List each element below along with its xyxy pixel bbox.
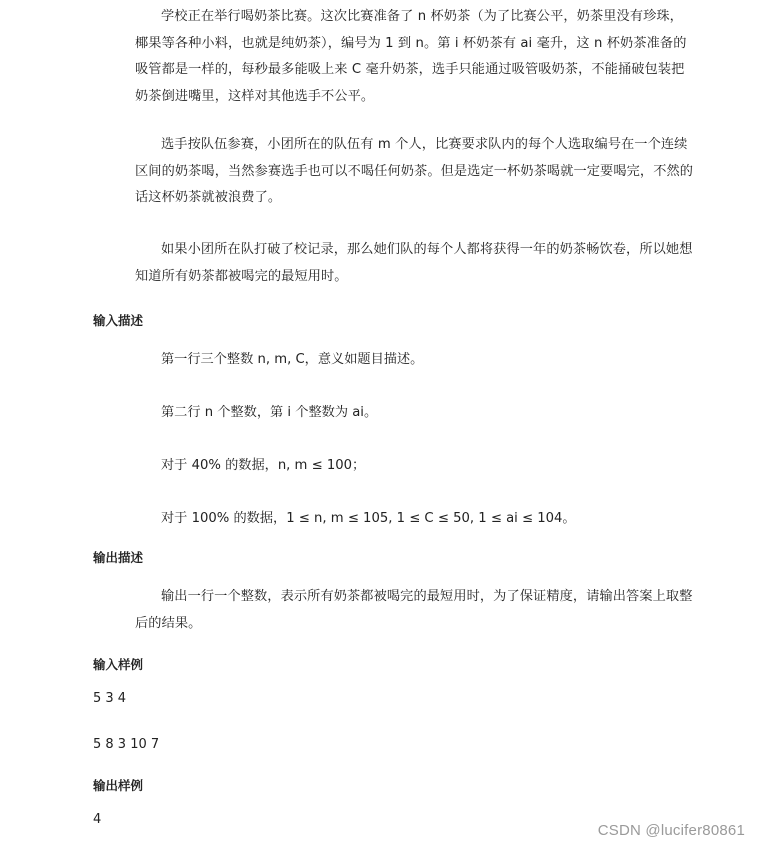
problem-paragraph-3 bbox=[135, 237, 705, 290]
output-sample-line: 4 bbox=[93, 812, 102, 827]
input-sample-line: 5 8 3 10 7 bbox=[93, 737, 160, 752]
input-description-line: 对于 100% 的数据，1 ≤ n, m ≤ 105, 1 ≤ C ≤ 50, 1 ≤ ai ≤ 104。 bbox=[161, 511, 576, 526]
text-line: 话这杯奶茶就被浪费了。 bbox=[135, 190, 282, 205]
problem-paragraph-2 bbox=[135, 132, 705, 212]
text-line: 学校正在举行喝奶茶比赛。这次比赛准备了 n 杯奶茶（为了比赛公平，奶茶里没有珍珠， bbox=[161, 9, 683, 24]
input-description-line: 第一行三个整数 n, m, C，意义如题目描述。 bbox=[161, 352, 424, 367]
text-line: 奶茶倒进嘴里，这样对其他选手不公平。 bbox=[135, 88, 375, 104]
text-line: 区间的奶茶喝，当然参赛选手也可以不喝任何奶茶。但是选定一杯奶茶喝就一定要喝完，不然的 bbox=[135, 163, 694, 179]
text-line: 如果小团所在队打破了校记录，那么她们队的每个人都将获得一年的奶茶畅饮卷，所以她想 bbox=[161, 242, 693, 257]
text-line: 吸管都是一样的，每秒最多能吸上来 C 毫升奶茶，选手只能通过吸管吸奶茶，不能捅破包装把 bbox=[135, 62, 685, 77]
text-line: 后的结果。 bbox=[135, 615, 202, 631]
input-sample-heading: 输入样例 bbox=[93, 657, 144, 672]
input-description-heading: 输入描述 bbox=[93, 313, 144, 328]
text-line: 知道所有奶茶都被喝完的最短用时。 bbox=[135, 268, 348, 284]
input-description-line: 第二行 n 个整数，第 i 个整数为 ai。 bbox=[161, 405, 378, 420]
text-line: 输出一行一个整数，表示所有奶茶都被喝完的最短用时，为了保证精度，请输出答案上取整 bbox=[161, 589, 693, 604]
input-sample-line: 5 3 4 bbox=[93, 691, 127, 706]
problem-paragraph-1 bbox=[135, 4, 705, 110]
input-description-line: 对于 40% 的数据，n, m ≤ 100； bbox=[161, 458, 366, 473]
output-description-heading: 输出描述 bbox=[93, 550, 144, 565]
output-description-paragraph bbox=[135, 584, 705, 637]
output-sample-heading: 输出样例 bbox=[93, 778, 144, 793]
text-line: 选手按队伍参赛，小团所在的队伍有 m 个人，比赛要求队内的每个人选取编号在一个连续 bbox=[161, 137, 688, 152]
csdn-watermark: CSDN @lucifer80861 bbox=[597, 822, 745, 839]
text-line: 椰果等各种小料，也就是纯奶茶），编号为 1 到 n。第 i 杯奶茶有 ai 毫升，这 n 杯奶茶准备的 bbox=[135, 35, 687, 51]
